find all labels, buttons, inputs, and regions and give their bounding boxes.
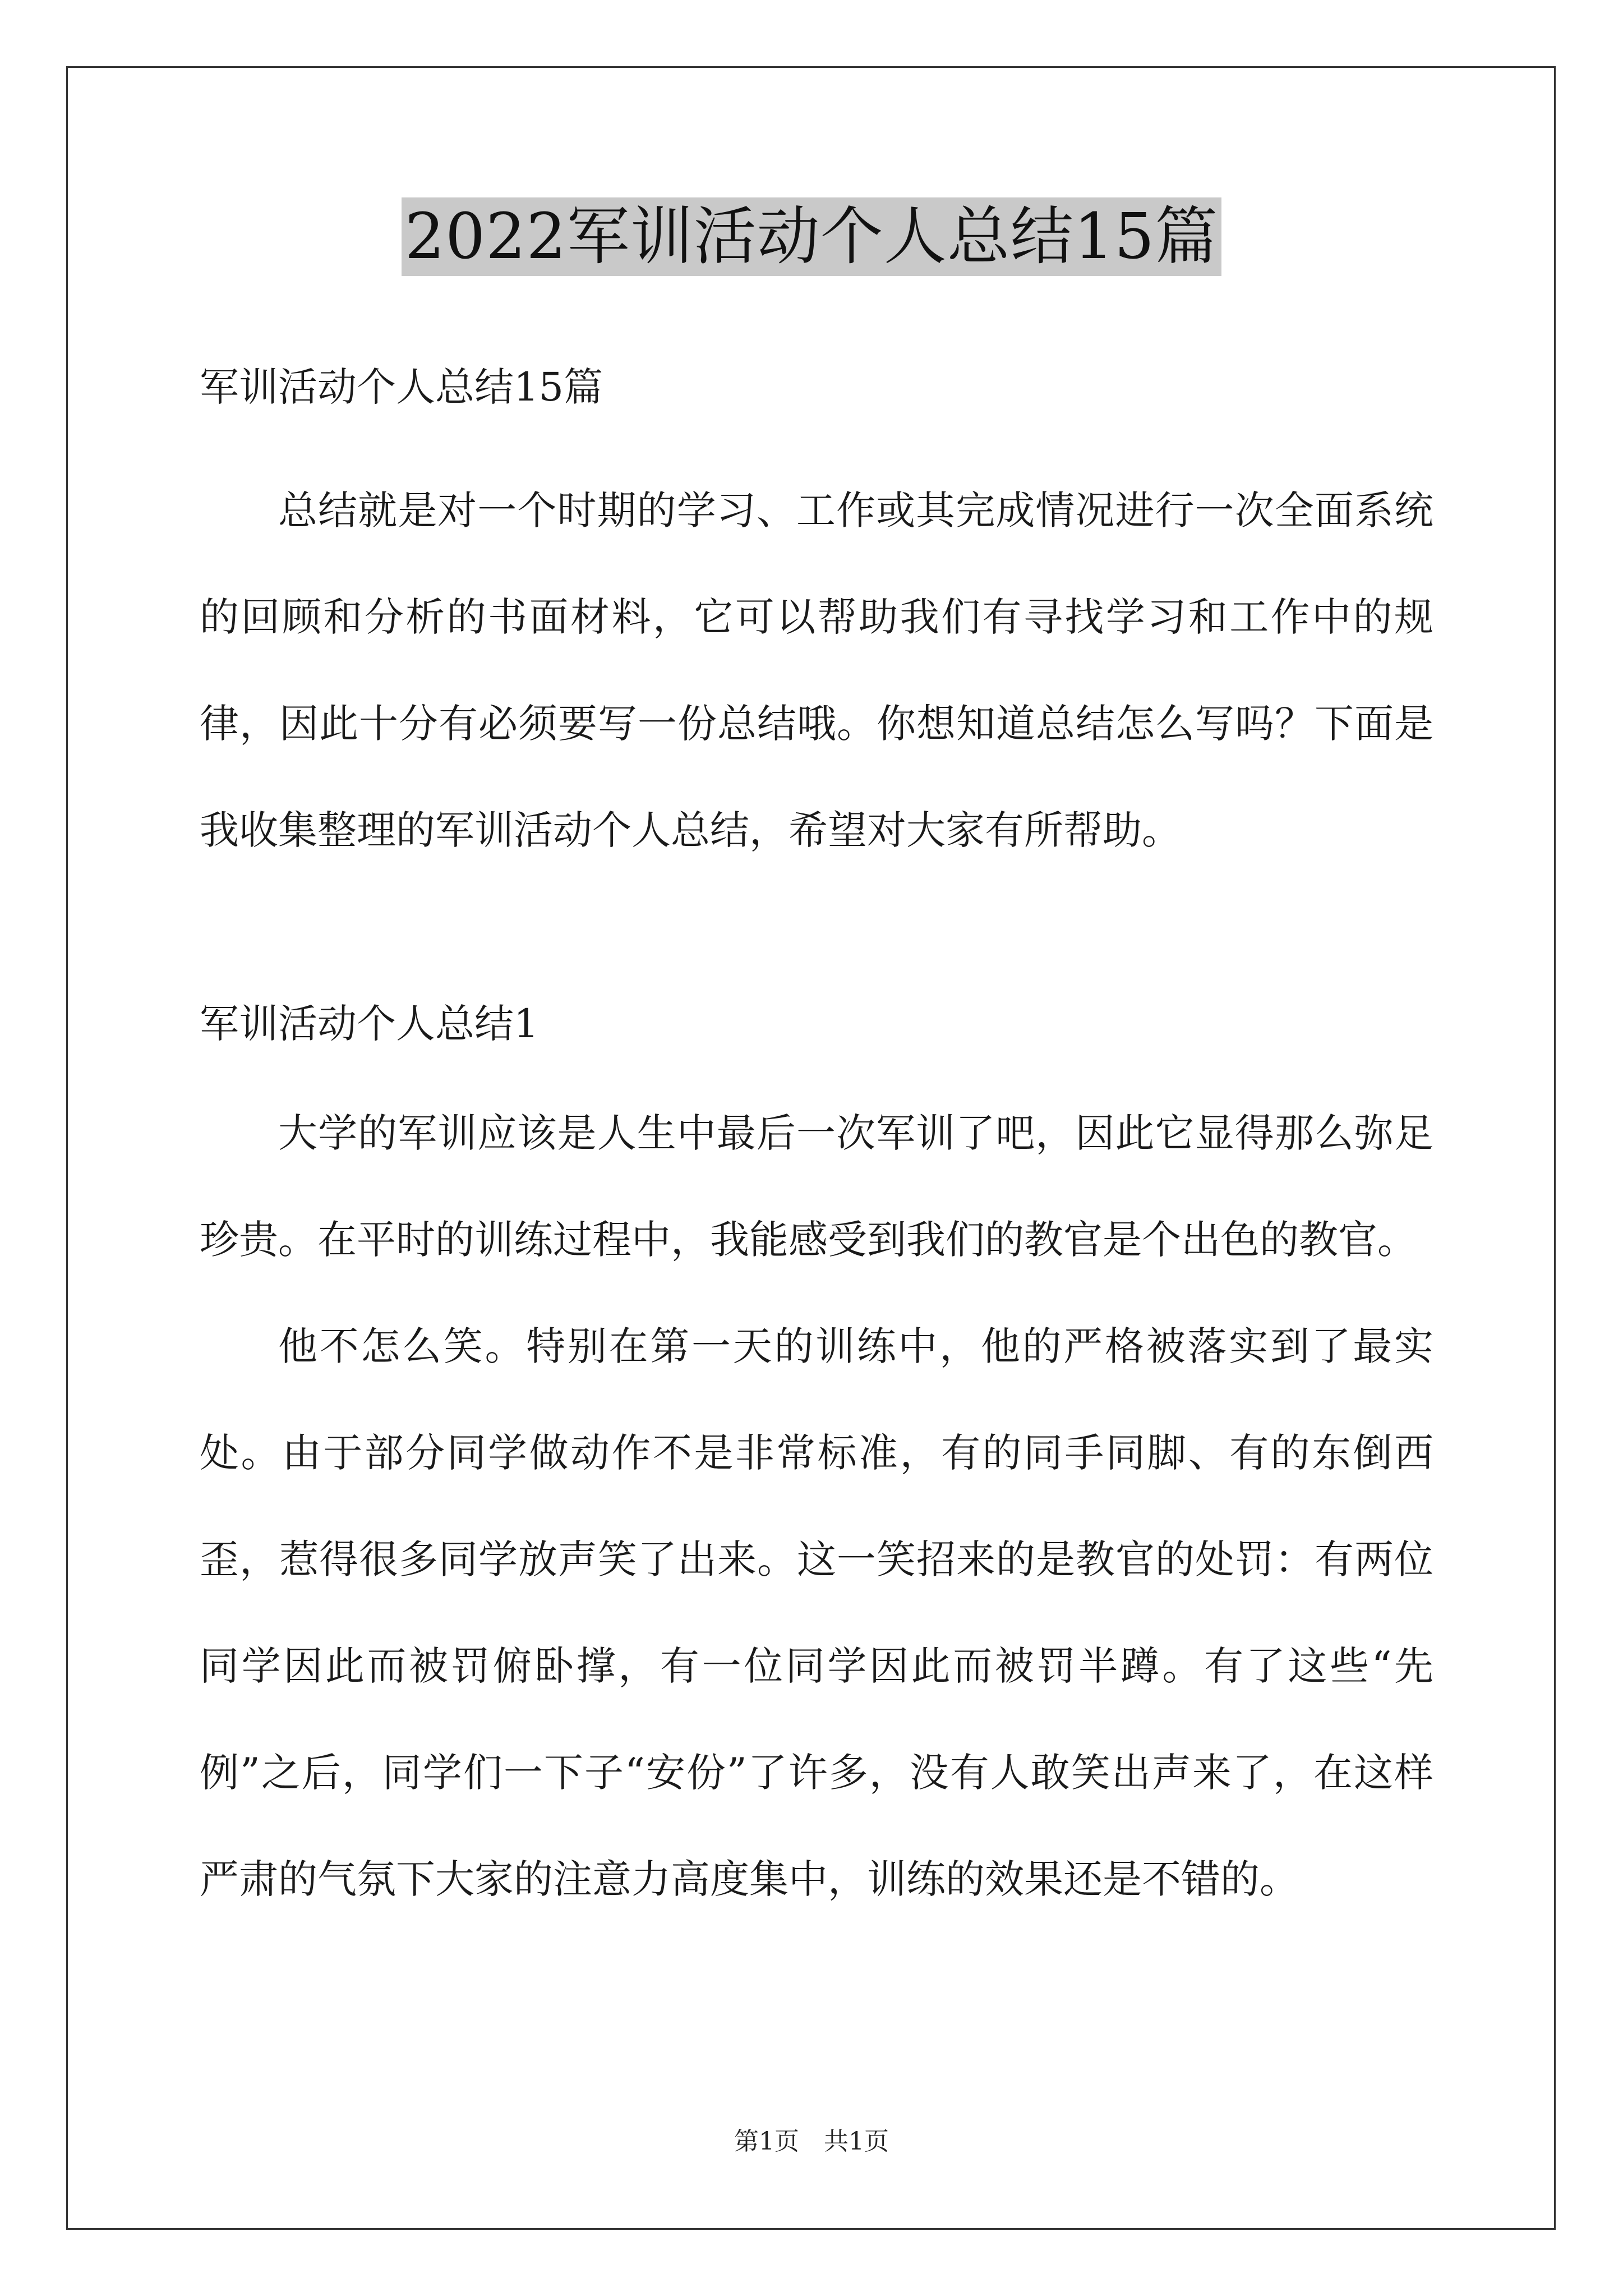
- document-subtitle: 军训活动个人总结15篇: [200, 364, 603, 410]
- title-container: [0, 197, 1623, 276]
- intro-paragraph: 总结就是对一个时期的学习、工作或其完成情况进行一次全面系统的回顾和分析的书面材料，它可以帮助我们有寻找学习和工作中的规律，因此十分有必须要写一份总结哦。你想知道总结怎么写吗？下面是我收集整理的军训活动个人总结，希望对大家有所帮助。: [200, 487, 1433, 853]
- section-paragraph-1: 大学的军训应该是人生中最后一次军训了吧，因此它显得那么弥足珍贵。在平时的训练过程中，我能感受到我们的教官是个出色的教官。: [200, 1110, 1433, 1263]
- document-title: 2022军训活动个人总结15篇: [402, 197, 1222, 276]
- section-heading: 军训活动个人总结1: [200, 1001, 539, 1047]
- section-paragraph-2: 他不怎么笑。特别在第一天的训练中，他的严格被落实到了最实处。由于部分同学做动作不是非常标准，有的同手同脚、有的东倒西歪，惹得很多同学放声笑了出来。这一笑招来的是教官的处罚：有两位同学因此而被罚俯卧撑，有一位同学因此而被罚半蹲。有了这些“先例”之后，同学们一下子“安份”了许多，没有人敢笑出声来了，在这样严肃的气氛下大家的注意力高度集中，训练的效果还是不错的。: [200, 1323, 1433, 1902]
- page-footer: 第1页 共1页: [734, 2127, 889, 2156]
- document-body: [200, 292, 1433, 1932]
